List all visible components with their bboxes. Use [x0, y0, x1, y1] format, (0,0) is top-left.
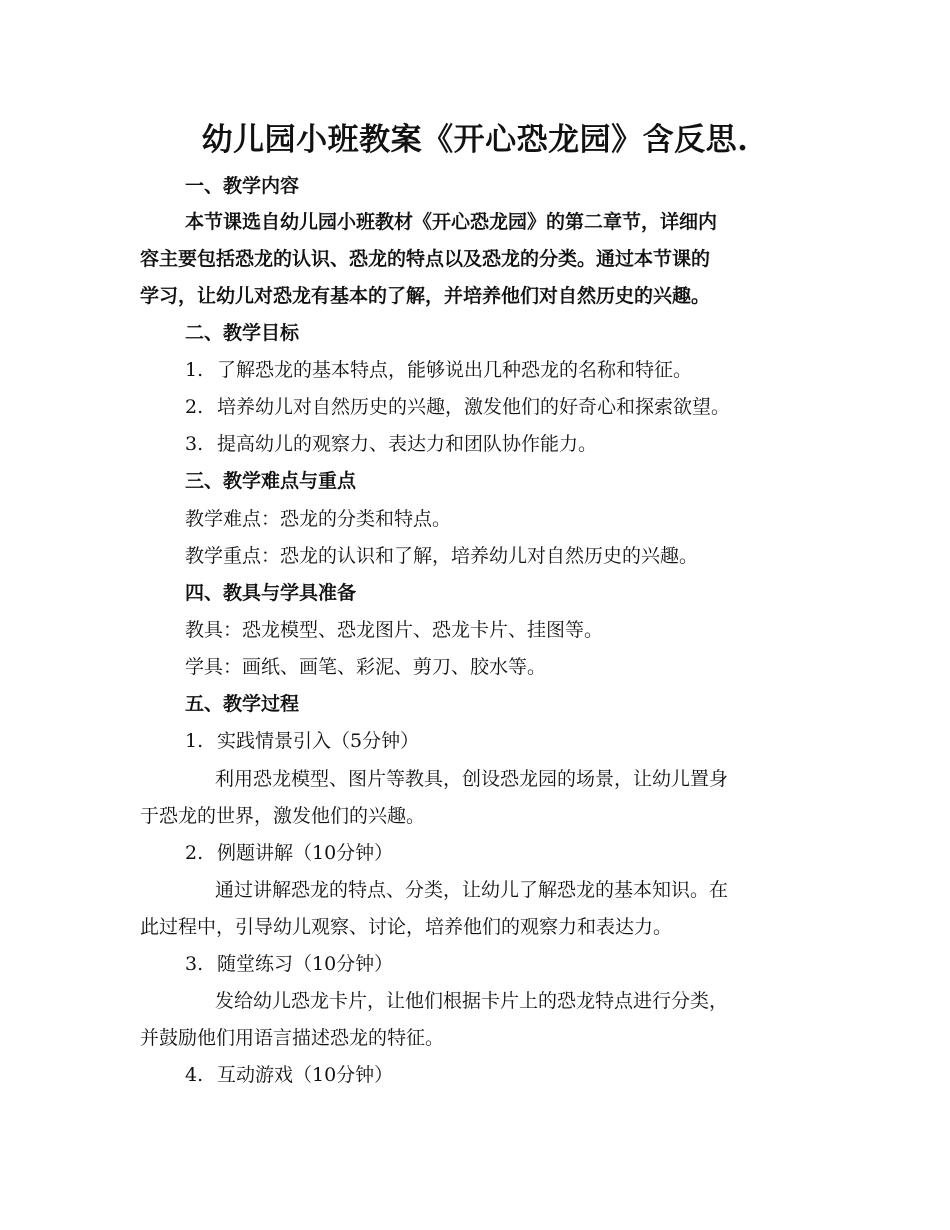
content-paragraph-line-1: 本节课选自幼儿园小班教材《开心恐龙园》的第二章节，详细内	[185, 211, 718, 233]
process-step-2-title	[185, 841, 393, 865]
learning-aids: 学具：画纸、画笔、彩泥、剪刀、胶水等。	[185, 656, 547, 678]
process-step-3-desc-line-2: 并鼓励他们用语言描述恐龙的特征。	[140, 1027, 445, 1049]
objective-number: 2.	[185, 396, 204, 418]
objective-item-1	[185, 358, 692, 382]
step-number: 2.	[185, 842, 204, 864]
objective-number: 3.	[185, 433, 204, 455]
step-title: 例题讲解（10分钟）	[217, 842, 394, 864]
objective-text: 提高幼儿的观察力、表达力和团队协作能力。	[217, 433, 598, 455]
step-number: 1.	[185, 730, 204, 752]
process-step-1-desc-line-1: 利用恐龙模型、图片等教具，创设恐龙园的场景，让幼儿置身	[215, 768, 729, 790]
teaching-aids: 教具：恐龙模型、恐龙图片、恐龙卡片、挂图等。	[185, 619, 604, 641]
section-heading-process: 五、教学过程	[185, 693, 300, 715]
objective-text: 了解恐龙的基本特点，能够说出几种恐龙的名称和特征。	[217, 359, 693, 381]
section-heading-difficulties: 三、教学难点与重点	[185, 470, 357, 492]
process-step-4-title	[185, 1063, 393, 1087]
process-step-3-desc-line-1: 发给幼儿恐龙卡片，让他们根据卡片上的恐龙特点进行分类，	[215, 990, 729, 1012]
objective-text: 培养幼儿对自然历史的兴趣，激发他们的好奇心和探索欲望。	[217, 396, 731, 418]
step-number: 3.	[185, 953, 204, 975]
teaching-difficulty: 教学难点：恐龙的分类和特点。	[185, 508, 452, 530]
teaching-key-point: 教学重点：恐龙的认识和了解，培养幼儿对自然历史的兴趣。	[185, 545, 699, 567]
step-title: 互动游戏（10分钟）	[217, 1064, 394, 1086]
process-step-1-title	[185, 729, 419, 753]
process-step-3-title	[185, 952, 393, 976]
objective-number: 1.	[185, 359, 204, 381]
content-paragraph-line-2: 容主要包括恐龙的认识、恐龙的特点以及恐龙的分类。通过本节课的	[140, 248, 711, 270]
process-step-1-desc-line-2: 于恐龙的世界，激发他们的兴趣。	[140, 805, 426, 827]
objective-item-3	[185, 432, 597, 456]
process-step-2-desc-line-1: 通过讲解恐龙的特点、分类，让幼儿了解恐龙的基本知识。在	[215, 879, 729, 901]
objective-item-2	[185, 395, 730, 419]
section-heading-content: 一、教学内容	[185, 175, 300, 197]
content-paragraph-line-3: 学习，让幼儿对恐龙有基本的了解，并培养他们对自然历史的兴趣。	[140, 285, 711, 307]
section-heading-objectives: 二、教学目标	[185, 322, 300, 344]
step-number: 4.	[185, 1064, 204, 1086]
section-heading-materials: 四、教具与学具准备	[185, 582, 357, 604]
step-title: 实践情景引入（5分钟）	[217, 730, 420, 752]
page-title: 幼儿园小班教案《开心恐龙园》含反思.	[201, 122, 749, 158]
step-title: 随堂练习（10分钟）	[217, 953, 394, 975]
process-step-2-desc-line-2: 此过程中，引导幼儿观察、讨论，培养他们的观察力和表达力。	[140, 916, 673, 938]
